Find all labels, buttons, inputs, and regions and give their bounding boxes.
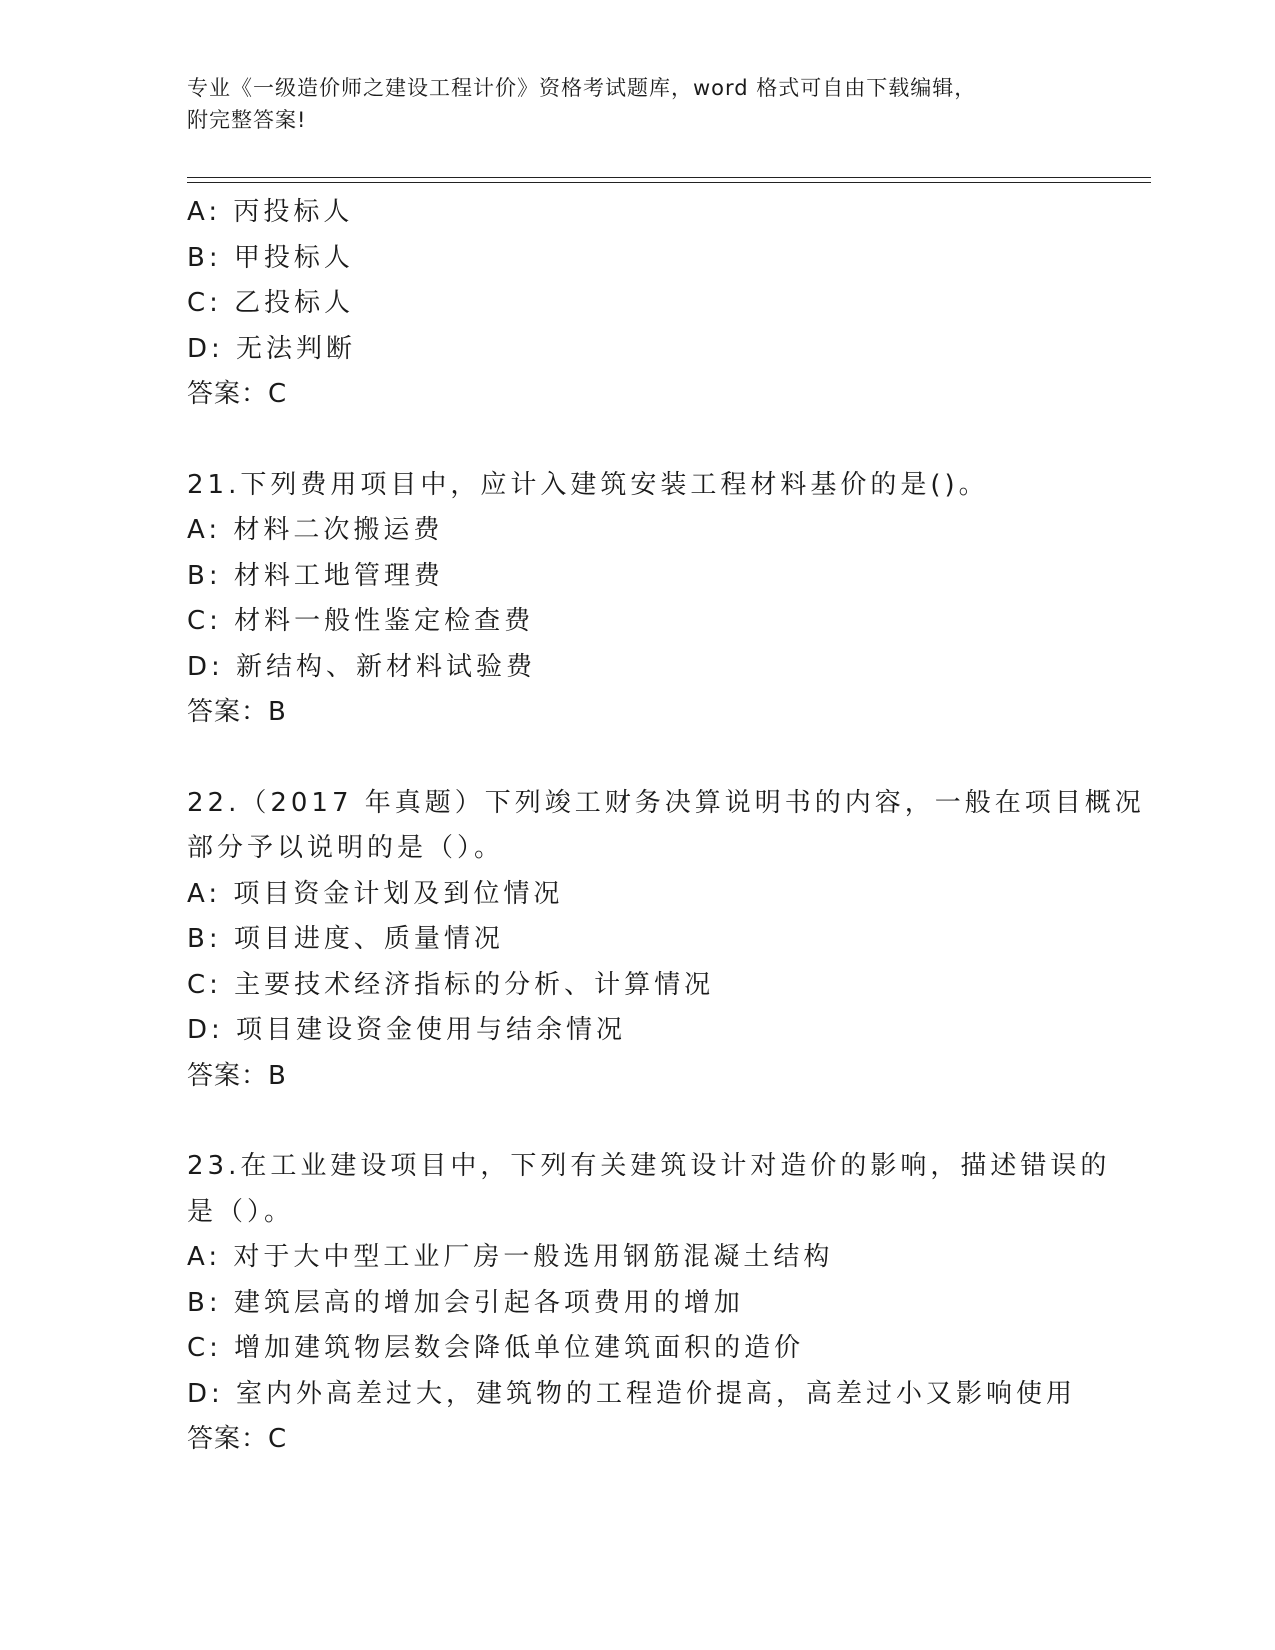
question-content [187,190,1147,1463]
option-a: A: 项目资金计划及到位情况 [187,878,564,909]
header-line-1: 专业《一级造价师之建设工程计价》资格考试题库，word 格式可自由下载编辑， [187,76,977,100]
answer-line: 答案：B [187,1060,287,1091]
question-stem: 21.下列费用项目中，应计入建筑安装工程材料基价的是()。 [187,469,989,500]
option-c: C: 主要技术经济指标的分析、计算情况 [187,969,715,1000]
header-line-2: 附完整答案! [187,108,307,132]
option-d: D: 室内外高差过大，建筑物的工程造价提高，高差过小又影响使用 [187,1378,1077,1409]
option-b: B: 甲投标人 [187,242,354,273]
option-b: B: 建筑层高的增加会引起各项费用的增加 [187,1287,744,1318]
header-rule-top [187,177,1151,178]
option-d: D: 项目建设资金使用与结余情况 [187,1015,627,1045]
spacer [187,418,1147,463]
option-d: D: 新结构、新材料试验费 [187,651,537,682]
spacer [187,1099,1147,1144]
question-block-23 [187,1144,1147,1463]
header-rule-bottom [187,182,1151,183]
answer-line: 答案：C [187,1424,288,1454]
option-a: A: 丙投标人 [187,197,354,227]
question-stem: 23.在工业建设项目中，下列有关建筑设计对造价的影响，描述错误的 [187,1151,1111,1181]
question-block-22 [187,781,1147,1100]
question-stem: 22.（2017 年真题）下列竣工财务决算说明书的内容，一般在项目概况 [187,787,1145,818]
spacer [187,736,1147,781]
option-c: C: 增加建筑物层数会降低单位建筑面积的造价 [187,1333,805,1363]
question-stem-continued: 是（）。 [187,1196,295,1227]
answer-line: 答案：C [187,379,288,409]
answer-line: 答案：B [187,697,287,727]
option-d: D: 无法判断 [187,333,357,364]
option-b: B: 项目进度、质量情况 [187,924,504,954]
question-stem-continued: 部分予以说明的是（）。 [187,833,505,863]
option-c: C: 材料一般性鉴定检查费 [187,606,535,636]
option-a: A: 对于大中型工业厂房一般选用钢筋混凝土结构 [187,1242,834,1272]
question-block-21 [187,463,1147,736]
option-b: B: 材料工地管理费 [187,560,444,591]
prev-question-block [187,190,1147,418]
document-header [187,72,1087,136]
option-a: A: 材料二次搬运费 [187,515,444,545]
option-c: C: 乙投标人 [187,288,355,318]
